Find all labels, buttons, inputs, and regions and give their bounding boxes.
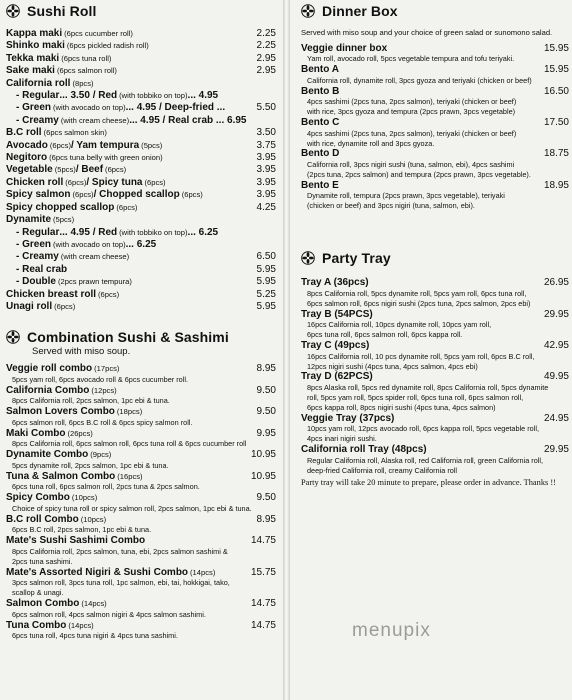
menu-item xyxy=(301,43,569,55)
item-name: Bento E xyxy=(301,179,339,191)
item-name: Dynamite Combo xyxy=(6,449,89,461)
item-detail: 8pcs California roll, 6pcs salmon roll, 6pcs tuna roll & 6pcs cucumber roll xyxy=(12,439,247,449)
item-name: Maki Combo xyxy=(6,427,66,439)
party-tray-list xyxy=(301,277,569,475)
item-name: Tray A (36pcs) xyxy=(301,277,369,289)
menu-item xyxy=(301,413,569,425)
section-title: Dinner Box xyxy=(322,3,398,19)
item-description: (6pcs) xyxy=(65,177,87,187)
item-price: 17.50 xyxy=(543,117,569,128)
menu-item xyxy=(6,289,276,301)
dinner-box-header xyxy=(301,2,569,20)
item-name: Tuna & Salmon Combo xyxy=(6,470,116,482)
section-title: Sushi Roll xyxy=(27,3,97,19)
item-price: 24.95 xyxy=(543,412,569,424)
menu-item xyxy=(6,164,276,176)
item-name: Chicken breast roll xyxy=(6,288,97,300)
item-name-extra: ... 4.95 / Red xyxy=(59,226,118,238)
item-name: B.C roll xyxy=(6,127,42,139)
item-price: 15.75 xyxy=(250,566,276,578)
menu-item xyxy=(6,471,276,483)
item-detail: 4pcs sashimi (2pcs tuna, 2pcs salmon), teriyaki (chicken or beef) with rice, dynamite roll and 3pcs gyoza. xyxy=(307,128,517,148)
item-description: (5pcs) xyxy=(53,215,75,225)
section-subtitle: Served with miso soup. xyxy=(32,346,131,358)
menu-item xyxy=(6,28,276,40)
item-detail: 5pcs dynamite roll, 2pcs salmon, 1pc ebi & tuna. xyxy=(12,460,169,470)
item-name: Tekka maki xyxy=(6,52,60,64)
item-name: Tray D (62PCS) xyxy=(301,371,373,383)
menu-item xyxy=(6,514,276,526)
menu-item xyxy=(301,117,569,129)
item-detail: 6pcs B.C roll, 2pcs salmon, 1pc ebi & tuna. xyxy=(12,525,152,535)
item-detail: 10pcs yam roll, 12pcs avocado roll, 6pcs kappa roll, 5pcs vegetable roll, 4pcs inari nigiri sushi. xyxy=(307,424,540,444)
menu-item xyxy=(6,598,276,610)
item-price: 2.95 xyxy=(256,65,276,77)
item-description: (12pcs) xyxy=(91,385,117,395)
item-name-extra: ... 4.95 / Deep-fried ... xyxy=(125,102,226,114)
item-price: 3.95 xyxy=(256,164,276,176)
item-name: - Regular xyxy=(16,226,60,238)
menu-item xyxy=(6,301,276,313)
item-description: (with avocado on top) xyxy=(53,103,126,113)
menu-item xyxy=(6,152,276,164)
item-detail: Dynamite roll, tempura (2pcs prawn, 3pcs vegetable), teriyaki (chicken or beef) and 3pcs nigiri (tuna, salmon, ebi). xyxy=(307,191,505,211)
item-detail: 3pcs salmon roll, 3pcs tuna roll, 1pc salmon, ebi, tai, hokkigai, tako, scallop & unagi. xyxy=(12,578,230,598)
item-price: 15.95 xyxy=(543,42,569,54)
item-name: Tray B (54PCS) xyxy=(301,308,373,320)
item-price: 29.95 xyxy=(543,308,569,320)
left-column xyxy=(6,0,276,641)
menu-item xyxy=(301,444,569,456)
item-name: California roll xyxy=(6,77,71,89)
item-price: 9.50 xyxy=(256,406,276,418)
item-price: 5.25 xyxy=(256,288,276,300)
menu-item xyxy=(6,102,276,114)
item-detail: 8pcs California roll, 2pcs salmon, tuna, ebi, 2pcs salmon sashimi & 2pcs tuna sashimi. xyxy=(12,546,228,566)
item-description: (6pcs) xyxy=(54,301,76,311)
menu-item xyxy=(6,140,276,152)
sushi-roll-header xyxy=(6,2,276,20)
menu-item xyxy=(6,535,276,547)
item-price: 10.95 xyxy=(250,470,276,482)
item-name-extra: ... 6.25 xyxy=(187,226,219,238)
item-price: 6.50 xyxy=(256,251,276,263)
item-name: Avocado xyxy=(6,139,48,151)
item-price: 42.95 xyxy=(543,340,569,352)
item-price: 18.75 xyxy=(543,148,569,160)
item-price: 16.50 xyxy=(543,85,569,97)
item-name: California roll Tray (48pcs) xyxy=(301,444,427,456)
menu-item xyxy=(6,385,276,397)
item-price: 5.95 xyxy=(256,276,276,288)
item-description: (10pcs) xyxy=(71,493,98,503)
item-price: 9.50 xyxy=(256,492,276,504)
item-description: (with avocado on top) xyxy=(53,239,126,249)
menu-item xyxy=(6,202,276,214)
item-price: 2.25 xyxy=(256,28,276,39)
menu-item xyxy=(301,340,569,352)
combination-header xyxy=(6,329,276,345)
item-name: Dynamite xyxy=(6,214,52,226)
sushi-roll-list xyxy=(6,28,276,313)
item-detail: 8pcs Alaska roll, 5pcs red dynamite roll, 8pcs California roll, 5pcs dynamite roll, 5pcs yam roll, 5pcs spider roll, 6pcs tuna roll, 6pcs salmon roll, 6pcs kappa roll, 8pcs nigiri sushi (4pcs tuna, 4pcs salmon) xyxy=(307,383,549,412)
dinner-box-list xyxy=(301,43,569,212)
item-description: (6pcs salmon skin) xyxy=(43,128,107,138)
item-price: 18.95 xyxy=(543,179,569,191)
item-price: 5.95 xyxy=(256,300,276,312)
menu-item xyxy=(6,214,276,226)
item-price: 3.95 xyxy=(256,176,276,188)
menu-item xyxy=(6,90,276,102)
menu-item xyxy=(6,239,276,251)
item-price: 49.95 xyxy=(543,371,569,383)
item-description: (6pcs) xyxy=(105,165,127,175)
menu-item xyxy=(6,276,276,288)
item-name: - Double xyxy=(16,276,56,288)
page-fold xyxy=(283,0,290,700)
item-price: 9.50 xyxy=(256,384,276,396)
item-price: 3.75 xyxy=(256,139,276,151)
item-price: 14.75 xyxy=(250,619,276,631)
right-column xyxy=(301,0,569,487)
item-price: 3.95 xyxy=(256,152,276,164)
item-name: Spicy Combo xyxy=(6,492,70,504)
item-description: (with tobbiko on top) xyxy=(119,227,188,237)
item-name: - Real crab xyxy=(16,263,68,275)
menu-item xyxy=(6,449,276,461)
item-description: (5pcs) xyxy=(141,140,163,150)
menu-item xyxy=(6,78,276,90)
item-name-extra: / Spicy tuna xyxy=(86,176,143,188)
item-name: Salmon Lovers Combo xyxy=(6,406,115,418)
item-name: Bento B xyxy=(301,85,340,97)
item-name: B.C roll Combo xyxy=(6,513,79,525)
item-description: (9pcs) xyxy=(90,450,112,460)
item-description: (17pcs) xyxy=(94,364,120,374)
item-name: Spicy chopped scallop xyxy=(6,201,115,213)
item-price: 26.95 xyxy=(543,277,569,289)
item-name: - Regular xyxy=(16,90,60,102)
item-detail: California roll, 3pcs nigiri sushi (tuna, salmon, ebi), 4pcs sashimi (2pcs tuna, 2pcs salmon) and tempura (2pcs prawn, 3pcs vegetable). xyxy=(307,160,531,179)
item-description: (6pcs) xyxy=(98,289,120,299)
item-price: 3.95 xyxy=(256,189,276,201)
menu-item xyxy=(6,567,276,579)
item-description: (14pcs) xyxy=(68,620,94,630)
item-description: (5pcs) xyxy=(54,165,76,175)
item-price: 14.75 xyxy=(250,535,276,547)
item-name: Mate's Assorted Nigiri & Sushi Combo xyxy=(6,566,189,578)
item-name: - Creamy xyxy=(16,251,59,263)
item-price: 9.95 xyxy=(256,427,276,439)
item-name-extra: ... 6.25 xyxy=(125,238,157,250)
item-name: Mate's Sushi Sashimi Combo xyxy=(6,535,146,547)
item-name: Veggie roll combo xyxy=(6,363,93,375)
item-detail: 8pcs California roll, 2pcs salmon, 1pc ebi & tuna. xyxy=(12,396,170,406)
menu-item xyxy=(301,277,569,289)
item-description: (6pcs) xyxy=(49,140,71,150)
item-name-extra: / Chopped scallop xyxy=(93,189,180,201)
section-subtitle: Served with miso soup and your choice of green salad or sunomono salad. xyxy=(301,28,553,37)
item-price: 5.50 xyxy=(256,102,276,114)
item-name: Veggie Tray (37pcs) xyxy=(301,412,395,424)
menu-item xyxy=(6,65,276,77)
flower-icon xyxy=(6,330,20,344)
watermark: menupix xyxy=(352,620,431,641)
item-price: 3.50 xyxy=(256,127,276,139)
item-description: (10pcs) xyxy=(80,514,107,524)
item-name: Bento C xyxy=(301,117,340,128)
item-name-extra: / Yam tempura xyxy=(70,139,140,151)
item-detail: 5pcs yam roll, 6pcs avocado roll & 6pcs cucumber roll. xyxy=(12,374,189,384)
flower-icon xyxy=(301,4,315,18)
item-description: (8pcs) xyxy=(72,78,94,88)
item-name-extra: / Beef xyxy=(75,164,104,176)
item-description: (6pcs tuna roll) xyxy=(61,53,112,63)
item-price: 2.25 xyxy=(256,40,276,52)
item-description: (6pcs tuna belly with green onion) xyxy=(49,153,163,163)
menu-item xyxy=(6,251,276,263)
item-name: - Creamy xyxy=(16,114,59,126)
item-description: (18pcs) xyxy=(116,407,143,417)
item-price: 15.95 xyxy=(543,64,569,76)
menu-item xyxy=(301,148,569,160)
item-price: 29.95 xyxy=(543,444,569,456)
item-description: (6pcs) xyxy=(116,202,138,212)
item-price: 10.95 xyxy=(250,449,276,461)
item-detail: Regular California roll, Alaska roll, red California roll, green California roll, deep-fried California roll, creamy California roll xyxy=(307,455,544,475)
item-description: (with cream cheese) xyxy=(60,115,130,125)
item-description: (6pcs cucumber roll) xyxy=(64,29,133,38)
item-name-extra: ... 4.95 / Real crab ... 6.95 xyxy=(129,114,247,126)
item-description: (6pcs pickled radish roll) xyxy=(66,41,149,51)
item-detail: 8pcs California roll, 5pcs dynamite roll, 5pcs yam roll, 6pcs tuna roll, 6pcs salmon roll, 6pcs nigiri sushi (2pcs tuna, 2pcs salmon, 2pcs ebi) xyxy=(307,288,531,308)
menu-item xyxy=(6,428,276,440)
party-tray-header xyxy=(301,249,569,267)
item-description: (6pcs salmon roll) xyxy=(56,66,117,76)
item-description: (14pcs) xyxy=(190,567,216,577)
item-name: Vegetable xyxy=(6,164,53,176)
menu-item xyxy=(6,406,276,418)
item-name: - Green xyxy=(16,238,52,250)
item-detail: 6pcs tuna roll, 6pcs salmon roll, 2pcs tuna & 2pcs salmon. xyxy=(12,482,200,492)
item-price: 8.95 xyxy=(256,513,276,525)
menu-item xyxy=(6,115,276,127)
item-description: (with tobbiko on top) xyxy=(119,91,188,101)
section-title: Party Tray xyxy=(322,250,391,267)
item-description: (2pcs prawn tempura) xyxy=(58,277,132,287)
menu-item xyxy=(6,620,276,632)
item-detail: 16pcs California roll, 10pcs dynamite roll, 10pcs yam roll, 6pcs tuna roll, 6pcs salmon roll, 6pcs kappa roll. xyxy=(307,320,492,340)
item-price: 14.75 xyxy=(250,598,276,610)
item-name: - Green xyxy=(16,102,52,114)
item-name-extra: ... 3.50 / Red xyxy=(59,90,118,102)
menu-item xyxy=(6,264,276,276)
item-name: Veggie dinner box xyxy=(301,42,388,54)
item-name: Bento D xyxy=(301,148,340,160)
item-name: Bento A xyxy=(301,64,339,76)
flower-icon xyxy=(6,4,20,18)
menu-item xyxy=(6,227,276,239)
item-name: Sake maki xyxy=(6,65,55,77)
item-price: 2.95 xyxy=(256,52,276,64)
item-name: Spicy salmon xyxy=(6,189,71,201)
menu-item xyxy=(6,189,276,201)
item-detail: 6pcs salmon roll, 6pcs B.C roll & 6pcs spicy salmon roll. xyxy=(12,417,193,427)
menu-item xyxy=(6,363,276,375)
item-detail: 4pcs sashimi (2pcs tuna, 2pcs salmon), teriyaki (chicken or beef) with rice, 3pcs gyoza and tempura (2pcs prawn, 3pcs vegetable) xyxy=(307,97,517,117)
menu-item xyxy=(6,40,276,52)
item-name: Shinko maki xyxy=(6,40,65,52)
item-price: 8.95 xyxy=(256,363,276,375)
item-description: (14pcs) xyxy=(81,599,107,609)
item-detail: 6pcs tuna roll, 4pcs tuna nigiri & 4pcs tuna sashimi. xyxy=(12,631,178,641)
section-title: Combination Sushi & Sashimi xyxy=(27,329,229,346)
menu-item xyxy=(301,86,569,98)
menu-item xyxy=(6,177,276,189)
combination-list xyxy=(6,363,276,641)
menu-item xyxy=(301,64,569,76)
menu-item xyxy=(301,371,569,383)
menu-item xyxy=(6,127,276,139)
menu-item xyxy=(6,492,276,504)
menu-item xyxy=(301,180,569,192)
item-name: Tray C (49pcs) xyxy=(301,340,370,352)
item-detail: 6pcs salmon roll, 4pcs salmon nigiri & 4pcs salmon sashimi. xyxy=(12,609,206,619)
item-name: California Combo xyxy=(6,384,90,396)
item-detail: Choice of spicy tuna roll or spicy salmon roll, 2pcs salmon, 1pc ebi & tuna. xyxy=(12,503,252,513)
item-name: Kappa maki xyxy=(6,28,63,39)
item-name: Negitoro xyxy=(6,152,48,164)
item-detail: 16pcs California roll, 10 pcs dynamite roll, 5pcs yam roll, 6pcs B.C roll, 12pcs nigiri sushi (4pcs tuna, 4pcs salmon, 4pcs ebi) xyxy=(307,351,535,371)
flower-icon xyxy=(301,251,315,265)
item-description: (6pcs) xyxy=(181,190,203,200)
menu-item xyxy=(6,53,276,65)
item-description: (6pcs) xyxy=(144,177,166,187)
item-name-extra: ... 4.95 xyxy=(187,90,219,102)
item-description: (16pcs) xyxy=(117,471,143,481)
item-description: (6pcs) xyxy=(72,190,94,200)
item-name: Chicken roll xyxy=(6,176,64,188)
party-tray-note: Party tray will take 20 minute to prepare, please order in advance. Thanks !! xyxy=(301,477,556,487)
item-description: (with cream cheese) xyxy=(60,252,130,262)
menu-item xyxy=(301,309,569,321)
item-name: Salmon Combo xyxy=(6,598,80,610)
item-detail: California roll, dynamite roll, 3pcs gyoza and teriyaki (chicken or beef) xyxy=(307,75,532,85)
item-name: Tuna Combo xyxy=(6,619,67,631)
item-price: 5.95 xyxy=(256,263,276,275)
item-name: Unagi roll xyxy=(6,300,53,312)
item-description: (26pcs) xyxy=(67,428,93,438)
item-detail: Yam roll, avocado roll, 5pcs vegetable tempura and tofu teriyaki. xyxy=(307,54,515,64)
item-price: 4.25 xyxy=(256,201,276,213)
